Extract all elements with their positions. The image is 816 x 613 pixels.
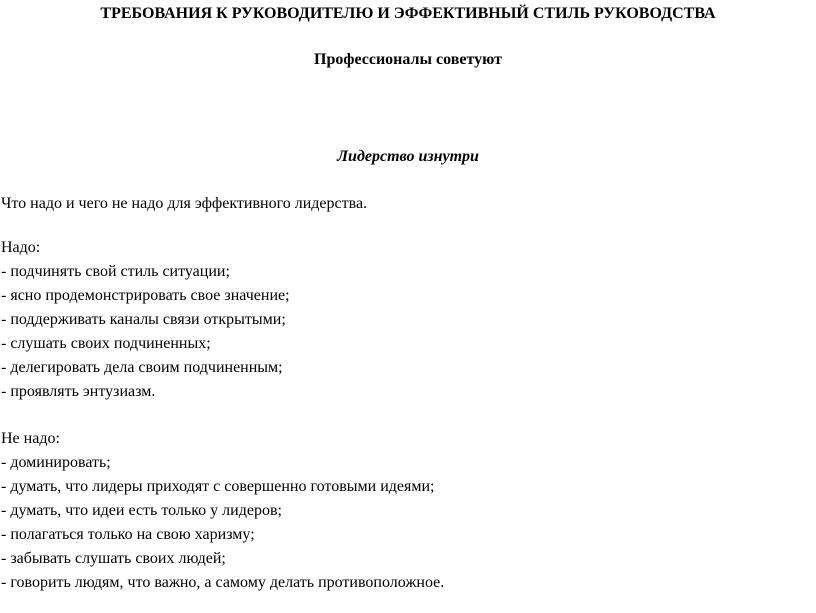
intro-text: Что надо и чего не надо для эффективного лидерства.	[1, 195, 368, 212]
list-item: - думать, что лидеры приходят с совершенно готовыми идеями;	[1, 478, 435, 495]
list-item: - делегировать дела своим подчиненным;	[1, 359, 283, 376]
list-item: - полагаться только на свою харизму;	[1, 526, 255, 543]
document-title: ТРЕБОВАНИЯ К РУКОВОДИТЕЛЮ И ЭФФЕКТИВНЫЙ СТИЛЬ РУКОВОДСТВА	[100, 5, 716, 22]
section-title: Лидерство изнутри	[337, 148, 479, 165]
not-need-heading: Не надо:	[1, 430, 60, 447]
need-list	[1, 236, 290, 404]
list-item: - поддерживать каналы связи открытыми;	[1, 311, 286, 328]
list-item: - ясно продемонстрировать свое значение;	[1, 287, 290, 304]
list-item: - говорить людям, что важно, а самому делать противоположное.	[1, 574, 445, 591]
list-item: - забывать слушать своих людей;	[1, 550, 226, 567]
list-item: - проявлять энтузиазм.	[1, 383, 156, 400]
list-item: - доминировать;	[1, 454, 111, 471]
list-item: - думать, что идеи есть только у лидеров;	[1, 502, 282, 519]
not-need-list	[1, 427, 444, 595]
list-item: - слушать своих подчиненных;	[1, 335, 211, 352]
document-subtitle: Профессионалы советуют	[314, 51, 502, 68]
list-item: - подчинять свой стиль ситуации;	[1, 263, 230, 280]
need-heading: Надо:	[1, 239, 41, 256]
